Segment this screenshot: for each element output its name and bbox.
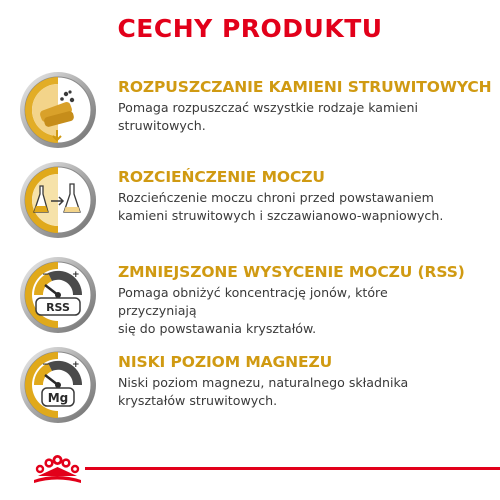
feature-description xyxy=(118,189,493,225)
description-line: przyczyniają xyxy=(118,303,197,318)
description-line: Niski poziom magnezu, naturalnego składnika xyxy=(118,375,409,390)
feature-description xyxy=(118,99,493,135)
magnesium-gauge-icon xyxy=(18,345,98,425)
description-line: Rozcieńczenie moczu chroni przed powstawaniem xyxy=(118,190,434,205)
feature-description xyxy=(118,374,493,410)
feature-urine-dilution xyxy=(0,160,500,250)
royal-canin-crown-logo xyxy=(30,454,85,486)
description-line: struwitowych. xyxy=(118,118,206,133)
feature-title: ROZCIEŃCZENIE MOCZU xyxy=(118,168,325,186)
description-line: kryształów struwitowych. xyxy=(118,393,278,408)
gauge-label: RSS xyxy=(46,301,70,314)
feature-title: NISKI POZIOM MAGNEZU xyxy=(118,353,333,371)
svg-text:+: + xyxy=(72,270,80,280)
description-line: Pomaga obniżyć koncentrację jonów, które xyxy=(118,285,388,300)
feature-description xyxy=(118,284,493,338)
footer-divider xyxy=(85,467,500,470)
description-line: kamieni struwitowych i szczawianowo-wapniowych. xyxy=(118,208,444,223)
gauge-label: Mg xyxy=(47,391,69,405)
svg-text:−: − xyxy=(42,360,50,370)
rss-gauge-icon xyxy=(18,255,98,335)
feature-low-magnesium xyxy=(0,345,500,435)
dissolve-crystals-icon xyxy=(18,70,98,150)
feature-title: ZMNIEJSZONE WYSYCENIE MOCZU (RSS) xyxy=(118,263,465,281)
urine-dilution-flask-icon xyxy=(18,160,98,240)
page-title: CECHY PRODUKTU xyxy=(117,14,383,43)
description-line: się do powstawania kryształów. xyxy=(118,321,317,336)
svg-text:−: − xyxy=(42,270,50,280)
description-line: Pomaga rozpuszczać wszystkie rodzaje kamieni xyxy=(118,100,419,115)
feature-reduced-rss xyxy=(0,255,500,345)
feature-title: ROZPUSZCZANIE KAMIENI STRUWITOWYCH xyxy=(118,78,492,96)
feature-dissolve-struvite xyxy=(0,70,500,160)
svg-text:+: + xyxy=(72,360,80,370)
